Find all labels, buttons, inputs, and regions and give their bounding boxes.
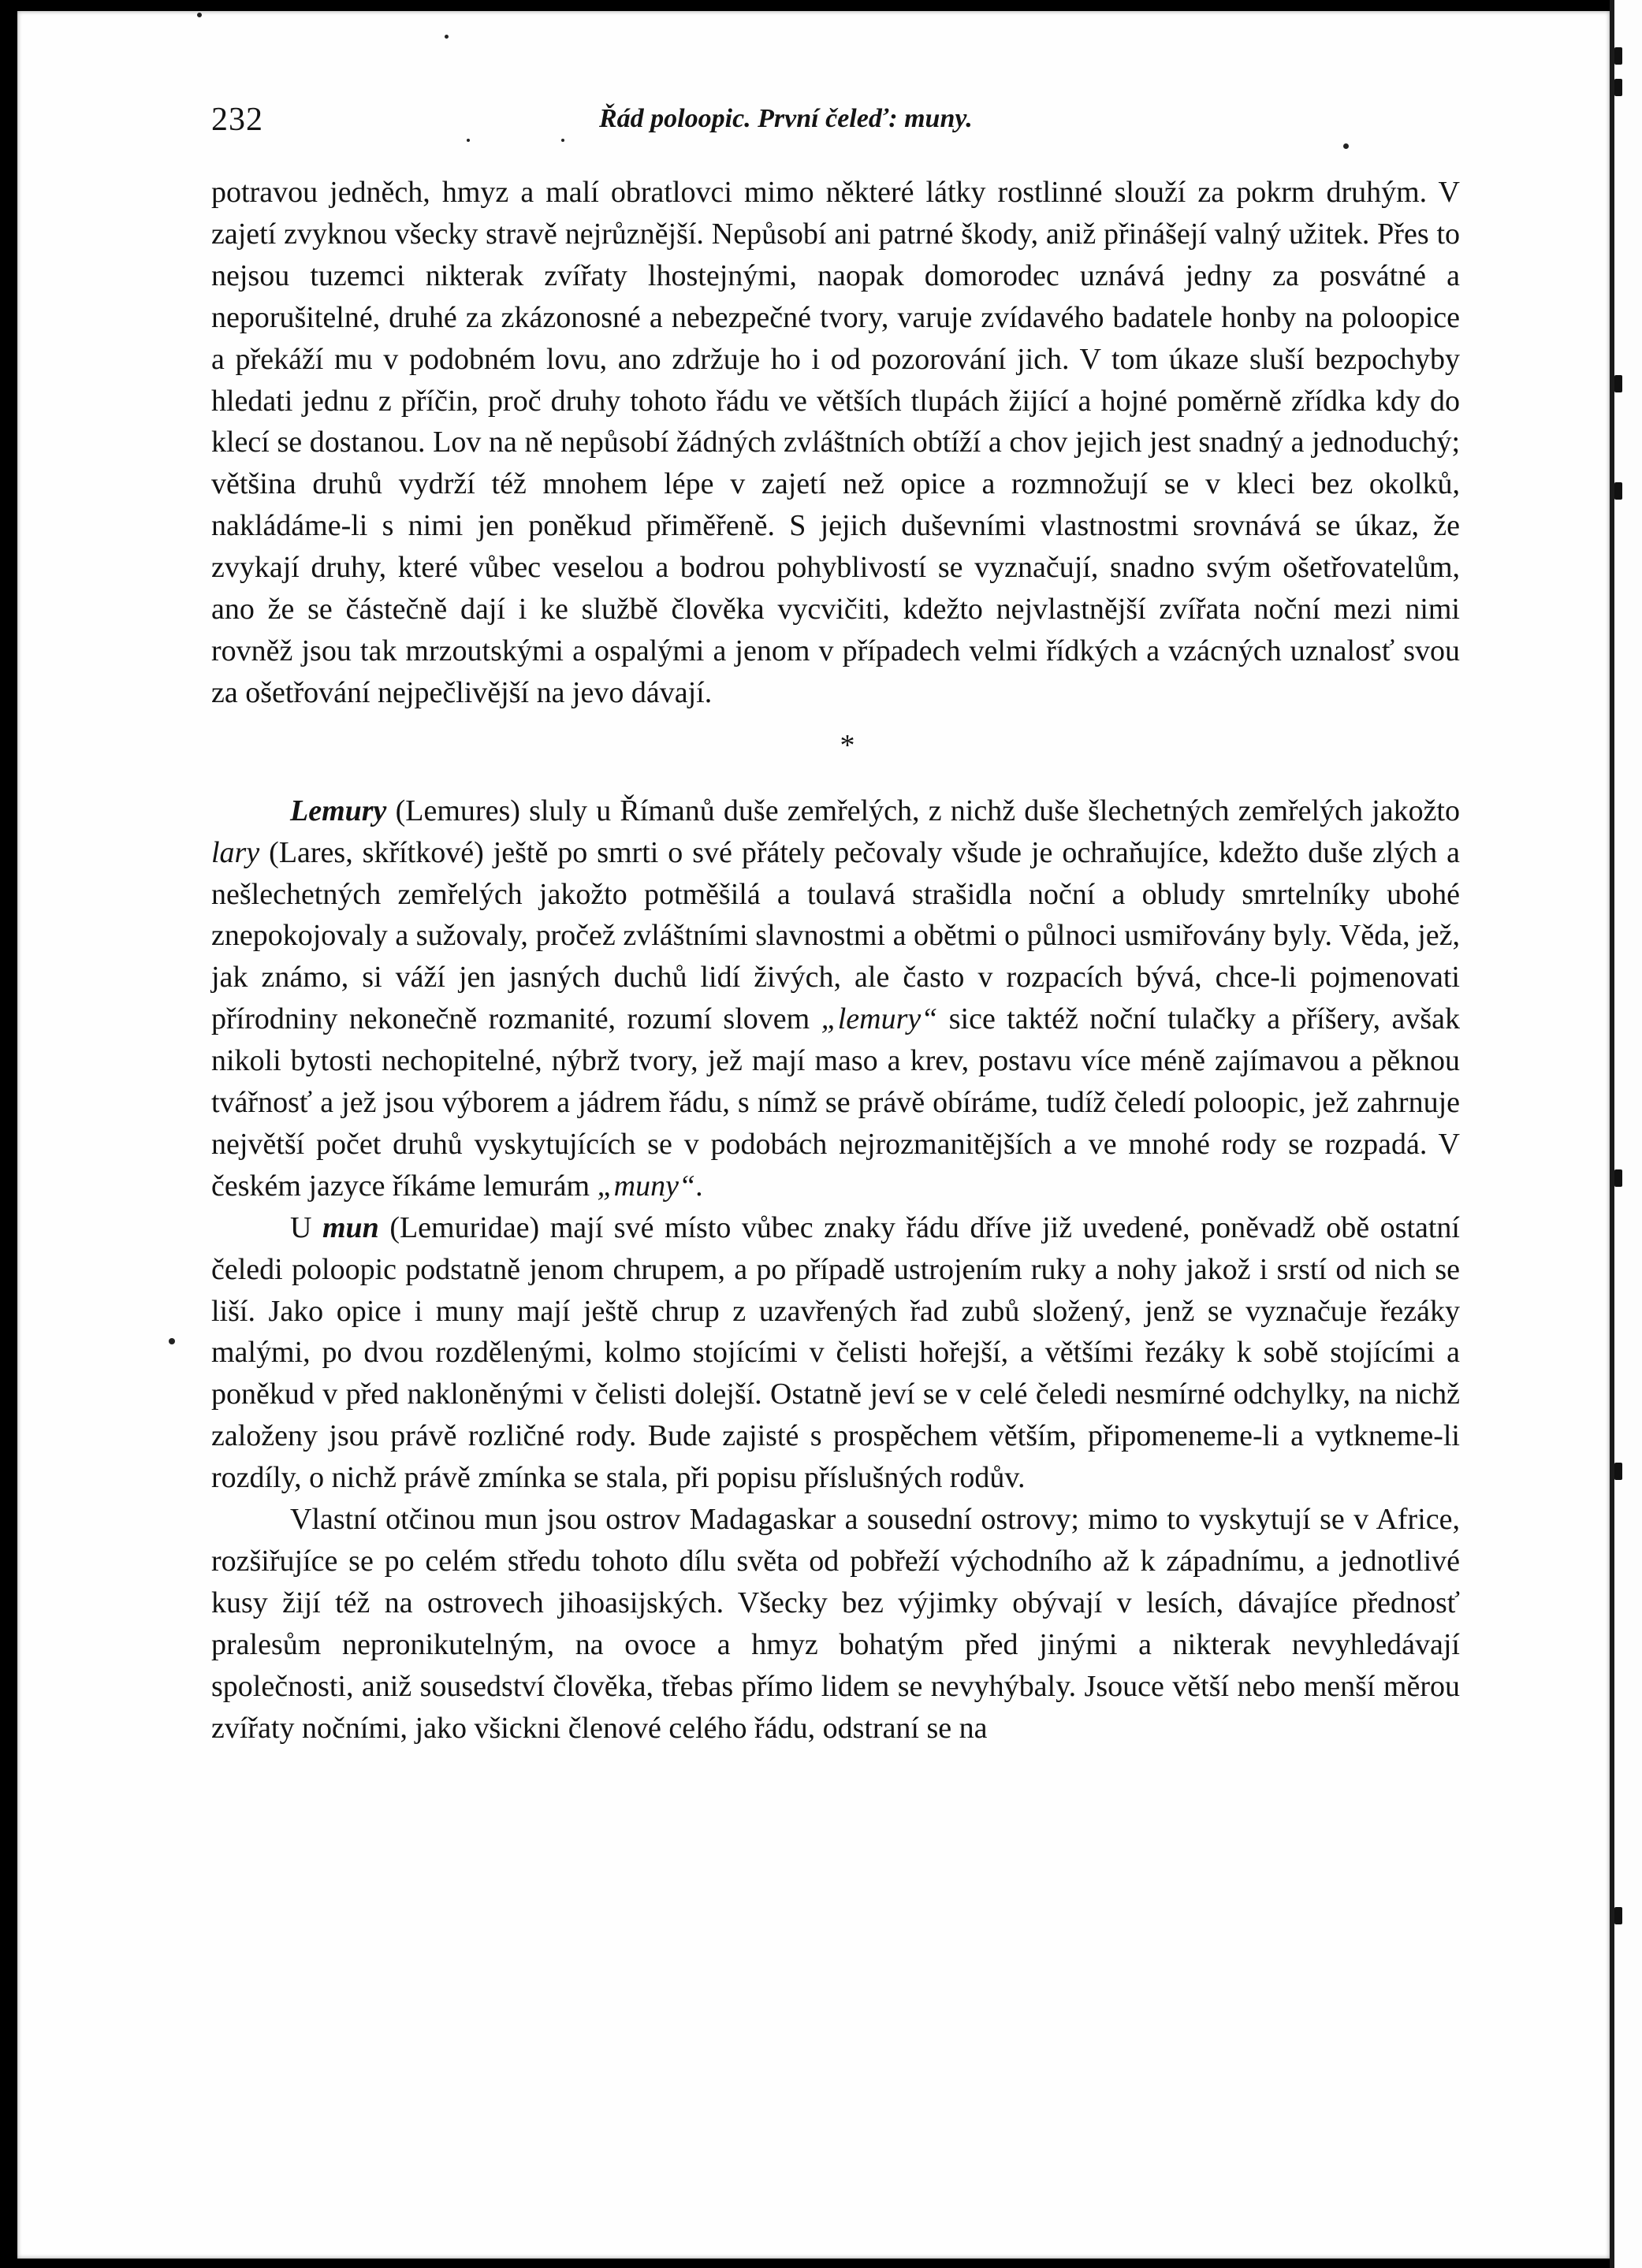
body-text: [211, 172, 1460, 1749]
text-fragment: U: [290, 1210, 322, 1244]
page-number: 232: [211, 102, 263, 138]
ink-speck: [169, 1338, 175, 1344]
edge-mark: [1614, 1463, 1622, 1480]
edge-mark: [1614, 1169, 1622, 1187]
text-fragment: (Lemures) sluly u Římanů duše zemřelých, z nichž duše šlechetných zemřelých jakožto: [386, 794, 1460, 827]
running-head: Řád poloopic. První čeleď: muny.: [599, 104, 973, 133]
term-mun: mun: [322, 1210, 379, 1244]
paragraph-continued: potravou jedněch, hmyz a malí obratlovci mimo některé látky rostlinné slouží za pokrm druhým. V zajetí zvyknou všecky stravě nejrůznější. Nepůsobí ani patrné škody, aniž přinášejí valný užitek. Přes to nejsou tuzemci nikterak zvířaty lhostejnými, naopak domorodec uznává jedny za posvátné a neporušitelné, druhé za zkázonosné a nebezpečné tvory, varuje zvídavého badatele honby na poloopice a překáží mu v podobném lovu, ano zdržuje ho i od pozorování jich. V tom úkaze sluší bezpochyby hledati jednu z příčin, proč druhy tohoto řádu ve větších tlupách žijící a hojné poměrně zřídka kdy do klecí se dostanou. Lov na ně nepůsobí žádných zvláštních obtíží a chov jejich jest snadný a jednoduchý; většina druhů vydrží též mnohem lépe v zajetí než opice a rozmnožují se v kleci bez okolků, nakládáme-li s nimi jen poněkud přiměřeně. S jejich duševními vlastnostmi srovnává se úkaz, že zvykají druhy, které vůbec veselou a bodrou pohyblivostí se vyznačují, snadno svým ošetřovatelům, ano že se částečně dají i ke službě člověka vycvičiti, kdežto nejvlastnější zvířata noční mezi nimi rovněž jsou tak mrzoutskými a ospalými a jenom v případech velmi řídkých a vzácných uznalosť svou za ošetřování nejpečlivější na jevo dávají.: [211, 176, 1460, 709]
term-muny: „muny“: [597, 1169, 696, 1203]
edge-mark: [1614, 47, 1622, 65]
text-fragment: (Lares, skřítkové) ještě po smrti o své přátely pečovaly všude je ochraňujíce, kdežto duše zlých a nešlechetných zemřelých jakožto potměšilá a toulavá strašidla noční a obludy smrtelníky ubohé znepokojovaly a sužovaly, pročež zvláštními slavnostmi a obětmi o půlnoci usmiřovány byly. Věda, jež, jak známo, si váží jen jasných duchů lidí živých, ale často v rozpacích bývá, chce-li pojmenovati přírodniny nekonečně rozmanité, rozumí slovem: [211, 835, 1460, 1036]
term-lary: lary: [211, 835, 260, 869]
ink-speck: [445, 35, 449, 39]
text-fragment: .: [695, 1169, 703, 1203]
edge-mark: [1614, 375, 1622, 392]
page-right-edge: [1610, 0, 1642, 2268]
ink-speck: [197, 13, 202, 17]
term-lemury: „lemury“: [821, 1002, 938, 1036]
text-fragment: sice taktéž noční tulačky a příšery, avšak nikoli bytosti nechopitelné, nýbrž tvory, jež mají maso a krev, postavu více méně zajímavou a pěknou tvářnosť a jež jsou výborem a jádrem řádu, s nímž se právě obíráme, tudíž čeledí poloopic, jež zahrnuje největší počet druhů vyskytujících se v podobách nejrozmanitějších a ve mnohé rody se rozpadá. V českém jazyce říkáme lemurám: [211, 1002, 1460, 1203]
edge-mark: [1614, 482, 1622, 500]
paragraph-lemury: [211, 790, 1460, 1207]
paragraph-mun: [211, 1207, 1460, 1499]
edge-mark: [1614, 79, 1622, 96]
page-header: [211, 101, 1469, 148]
section-separator: *: [840, 728, 855, 762]
term-lemury-heading: Lemury: [290, 794, 387, 827]
paragraph-habitat: Vlastní otčinou mun jsou ostrov Madagaskar a sousední ostrovy; mimo to vyskytují se v Africe, rozšiřujíce se po celém středu tohoto dílu světa od pobřeží východního až k západnímu, a jednotlivé kusy žijí též na ostrovech jihoasijských. Všecky bez výjimky obývají v lesích, dávajíce přednosť pralesům nepronikutelným, na ovoce a hmyz bohatým před jinými a nikterak nevyhledávají společnosti, aniž sousedství člověka, třebas přímo lidem se nevyhýbaly. Jsouce větší nebo menší měrou zvířaty nočními, jako všickni členové celého řádu, odstraní se na: [211, 1503, 1460, 1745]
edge-mark: [1614, 1907, 1622, 1924]
text-fragment: (Lemuridae) mají své místo vůbec znaky řádu dříve již uvedené, poněvadž obě ostatní čeledi poloopic podstatně jenom chrupem, a po případě ustrojením ruky a nohy jakož i srstí od nich se liší. Jako opice i muny mají ještě chrup z uzavřených řad zubů složený, jenž se vyznačuje řezáky malými, po dvou rozdělenými, kolmo stojícími v čelisti hořejší, a většími řezáky k sobě stojícími a poněkud v před nakloněnými v čelisti dolejší. Ostatně jeví se v celé čeledi nesmírné odchylky, na nichž založeny jsou právě rozličné rody. Bude zajisté s prospěchem větším, připomeneme-li a vytkneme-li rozdíly, o nichž právě zmínka se stala, při popisu příslušných rodův.: [211, 1210, 1460, 1495]
